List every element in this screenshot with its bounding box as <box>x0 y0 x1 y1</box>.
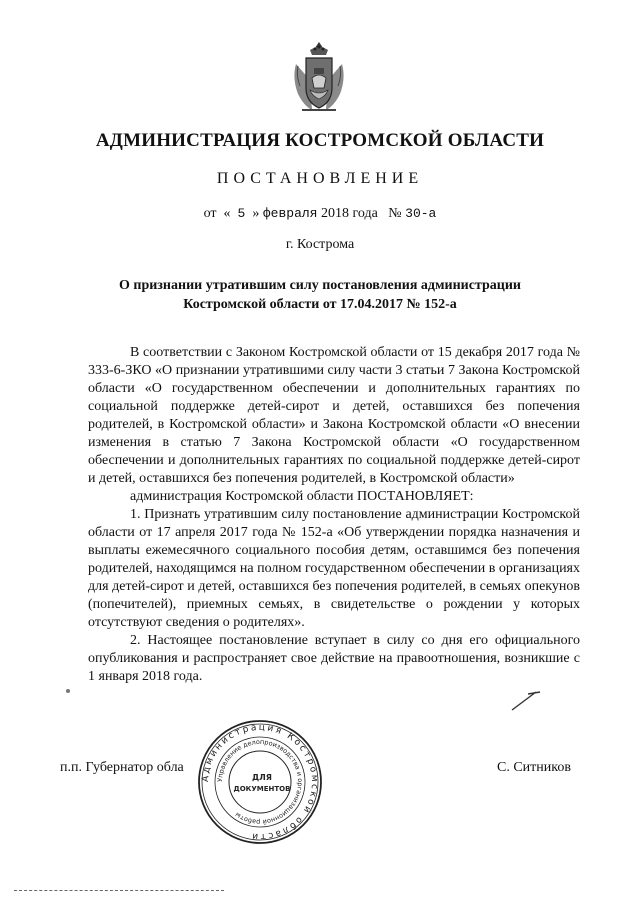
stamp-outer-text: Администрация Костромской области <box>200 722 320 842</box>
coat-of-arms-icon <box>288 38 350 120</box>
preamble-paragraph: В соответствии с Законом Костромской области от 15 декабря 2017 года № 333-6-ЗКО «О признании утратившими силу части 3 статьи 7 Закона Костромской области «О государственном обеспечении и дополнительных гарантиях по социальной поддержке детей-сирот и детей, оставшихся без попечения родителей, в Костромской области» и Закона Костромской области «О внесении изменения в статью 7 Закона Костромской области «О государственном обеспечении и дополнительных гарантиях по социальной поддержке детей-сирот и детей, оставшихся без попечения родителей, в Костромской области» <box>88 345 580 486</box>
date-line <box>0 206 640 222</box>
stamp-center-line-2: ДОКУМЕНТОВ <box>233 785 291 793</box>
signatory-name: С. Ситников <box>497 760 571 775</box>
document-body <box>88 344 580 686</box>
signatory-position: п.п. Губернатор обла <box>60 760 184 775</box>
title-line-2: Костромской области от 17.04.2017 № 152-а <box>183 297 457 312</box>
city: г. Кострома <box>285 237 355 252</box>
organization-heading: АДМИНИСТРАЦИЯ КОСТРОМСКОЙ ОБЛАСТИ <box>95 130 545 151</box>
date-day: 5 <box>237 206 246 221</box>
title-line-1: О признании утратившим силу постановления администрации <box>119 278 521 293</box>
item-1-paragraph: 1. Признать утратившим силу постановление администрации Костромской области от 17 апреля 2017 года № 152-а «Об утверждении порядка назначения и выплаты ежемесячного социального пособия детям, оставшимся без попечения родителей, находящимся на полном государственном обеспечении в организациях для детей-сирот и детей, оставшихся без попечения родителей, в семьях опекунов (попечителей), приемных семьях, в свидетельстве о рождении у которых отсутствуют сведения о родителях». <box>88 507 580 630</box>
stamp-center-line-1: ДЛЯ <box>252 773 272 782</box>
document-title <box>90 276 550 314</box>
stamp-inner-text: Управление делопроизводства и организационной работы <box>215 737 305 827</box>
date-month: февраля <box>262 206 318 221</box>
document-type: ПОСТАНОВЛЕНИЕ <box>216 170 424 187</box>
document-number: 30-а <box>405 206 437 221</box>
item-2-paragraph: 2. Настоящее постановление вступает в силу со дня его официального опубликования и распространяет свое действие на правоотношения, возникшие с 1 января 2018 года. <box>88 633 580 684</box>
scan-speck <box>66 689 70 693</box>
official-stamp-seal <box>196 718 324 846</box>
footer-rule <box>14 890 224 891</box>
date-prefix: от « <box>203 206 231 221</box>
resolves-line: администрация Костромской области ПОСТАНОВЛЯЕТ: <box>130 489 474 504</box>
date-mid: » <box>252 206 263 221</box>
signature-mark <box>506 686 546 714</box>
date-year: 2018 года № <box>317 206 406 221</box>
